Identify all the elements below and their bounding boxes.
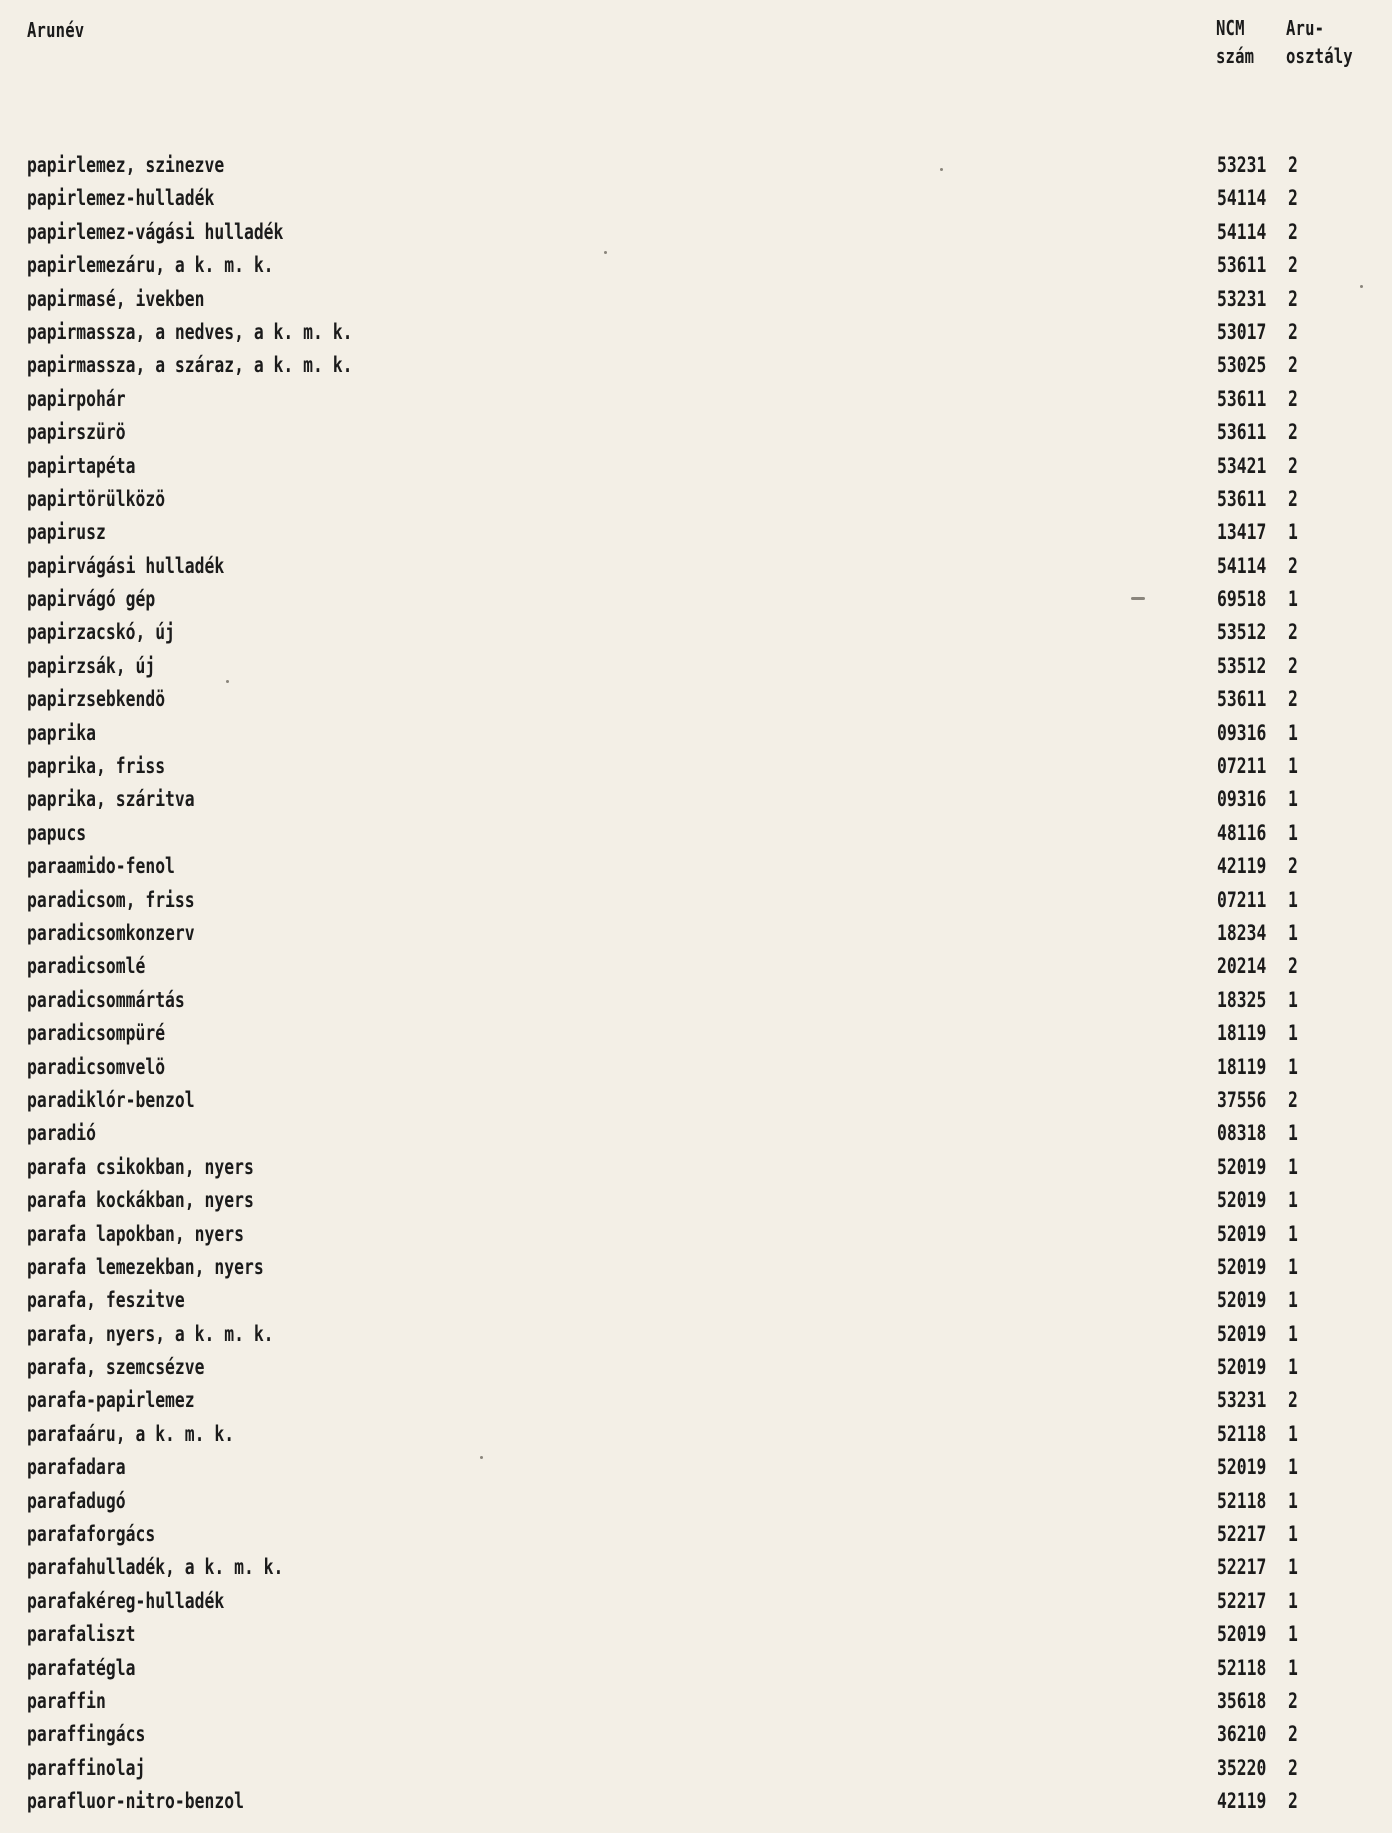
product-class: 1 bbox=[1288, 1488, 1298, 1513]
ncm-number: 54114 bbox=[1217, 219, 1267, 244]
product-class: 2 bbox=[1288, 219, 1298, 244]
ncm-number: 53017 bbox=[1217, 319, 1267, 344]
product-name: papirvágási hulladék bbox=[27, 553, 225, 578]
product-name: papucs bbox=[27, 820, 87, 845]
product-class: 2 bbox=[1288, 553, 1298, 578]
product-class: 1 bbox=[1288, 754, 1298, 779]
product-name: parafa kockákban, nyers bbox=[27, 1188, 254, 1213]
ncm-number: 53611 bbox=[1217, 687, 1267, 712]
product-name: parafa, szemcsézve bbox=[27, 1355, 205, 1380]
product-class: 1 bbox=[1288, 1655, 1298, 1680]
product-class: 2 bbox=[1288, 1388, 1298, 1413]
product-name: parafa, nyers, a k. m. k. bbox=[27, 1321, 274, 1346]
product-name: paraffinolaj bbox=[27, 1755, 146, 1780]
product-class: 2 bbox=[1288, 253, 1298, 278]
list-item bbox=[0, 850, 1392, 883]
list-item bbox=[0, 516, 1392, 549]
ncm-number: 42119 bbox=[1217, 854, 1267, 879]
product-class: 1 bbox=[1288, 720, 1298, 745]
product-name: parafakéreg-hulladék bbox=[27, 1588, 225, 1613]
product-class: 2 bbox=[1288, 620, 1298, 645]
list-item bbox=[0, 1117, 1392, 1150]
ncm-number: 35618 bbox=[1217, 1688, 1267, 1713]
product-class: 1 bbox=[1288, 1555, 1298, 1580]
list-item bbox=[0, 1017, 1392, 1050]
product-class: 2 bbox=[1288, 1688, 1298, 1713]
ncm-number: 52019 bbox=[1217, 1288, 1267, 1313]
list-item bbox=[0, 283, 1392, 316]
list-item bbox=[0, 917, 1392, 950]
ncm-number: 07211 bbox=[1217, 887, 1267, 912]
ncm-number: 54114 bbox=[1217, 186, 1267, 211]
product-name: parafa lemezekban, nyers bbox=[27, 1254, 264, 1279]
product-name: paprika bbox=[27, 720, 97, 745]
ncm-number: 53025 bbox=[1217, 353, 1267, 378]
list-item bbox=[0, 1351, 1392, 1384]
list-item bbox=[0, 316, 1392, 349]
list-item bbox=[0, 1384, 1392, 1417]
list-item bbox=[0, 616, 1392, 649]
product-name: parafa lapokban, nyers bbox=[27, 1221, 244, 1246]
product-name: parafadara bbox=[27, 1455, 126, 1480]
ncm-number: 53421 bbox=[1217, 453, 1267, 478]
ncm-number: 53512 bbox=[1217, 620, 1267, 645]
list-item bbox=[0, 583, 1392, 616]
ncm-number: 53611 bbox=[1217, 386, 1267, 411]
product-name: papirvágó gép bbox=[27, 587, 156, 612]
product-class: 1 bbox=[1288, 920, 1298, 945]
ncm-number: 53611 bbox=[1217, 253, 1267, 278]
paper-speck bbox=[604, 251, 607, 254]
product-name: papirtapéta bbox=[27, 453, 136, 478]
list-item bbox=[0, 750, 1392, 783]
product-name: papirzsák, új bbox=[27, 653, 156, 678]
list-item bbox=[0, 1284, 1392, 1317]
ncm-number: 07211 bbox=[1217, 754, 1267, 779]
ncm-number: 48116 bbox=[1217, 820, 1267, 845]
list-item bbox=[0, 483, 1392, 516]
product-class: 1 bbox=[1288, 1154, 1298, 1179]
product-name: paprika, száritva bbox=[27, 787, 195, 812]
product-class: 1 bbox=[1288, 987, 1298, 1012]
product-name: papirmassza, a száraz, a k. m. k. bbox=[27, 353, 353, 378]
list-item bbox=[0, 1652, 1392, 1685]
ncm-number: 35220 bbox=[1217, 1755, 1267, 1780]
list-item bbox=[0, 984, 1392, 1017]
product-class: 2 bbox=[1288, 153, 1298, 177]
ncm-number: 52019 bbox=[1217, 1455, 1267, 1480]
ncm-number: 13417 bbox=[1217, 520, 1267, 545]
ncm-number: 52019 bbox=[1217, 1188, 1267, 1213]
list-item bbox=[0, 1785, 1392, 1818]
ncm-number: 52019 bbox=[1217, 1154, 1267, 1179]
list-item bbox=[0, 683, 1392, 716]
product-class: 1 bbox=[1288, 787, 1298, 812]
ncm-number: 08318 bbox=[1217, 1121, 1267, 1146]
product-class: 1 bbox=[1288, 820, 1298, 845]
ncm-number: 53611 bbox=[1217, 420, 1267, 445]
product-name: paprika, friss bbox=[27, 754, 166, 779]
list-item bbox=[0, 550, 1392, 583]
ncm-number: 18234 bbox=[1217, 920, 1267, 945]
list-item bbox=[0, 1151, 1392, 1184]
ncm-number: 42119 bbox=[1217, 1789, 1267, 1814]
list-item bbox=[0, 817, 1392, 850]
product-class: 1 bbox=[1288, 1054, 1298, 1079]
ncm-number: 52118 bbox=[1217, 1488, 1267, 1513]
list-item bbox=[0, 1752, 1392, 1785]
ncm-number: 69518 bbox=[1217, 587, 1267, 612]
product-class: 1 bbox=[1288, 1288, 1298, 1313]
list-item bbox=[0, 717, 1392, 750]
ncm-number: 52118 bbox=[1217, 1655, 1267, 1680]
product-list bbox=[0, 149, 1392, 1819]
list-item bbox=[0, 1551, 1392, 1584]
product-name: paradicsompüré bbox=[27, 1021, 166, 1046]
ncm-number: 18119 bbox=[1217, 1054, 1267, 1079]
list-item bbox=[0, 1218, 1392, 1251]
product-name: paraffin bbox=[27, 1688, 106, 1713]
product-name: paraffingács bbox=[27, 1722, 146, 1747]
product-name: paradicsommártás bbox=[27, 987, 185, 1012]
product-name: parafaforgács bbox=[27, 1522, 156, 1547]
list-item bbox=[0, 450, 1392, 483]
list-item bbox=[0, 349, 1392, 382]
product-name: papirmasé, ivekben bbox=[27, 286, 205, 311]
ncm-number: 53512 bbox=[1217, 653, 1267, 678]
ncm-number: 54114 bbox=[1217, 553, 1267, 578]
paper-speck bbox=[480, 1456, 483, 1459]
product-class: 2 bbox=[1288, 954, 1298, 979]
product-name: paradicsomlé bbox=[27, 954, 146, 979]
product-class: 1 bbox=[1288, 587, 1298, 612]
ncm-number: 53231 bbox=[1217, 153, 1267, 177]
paper-speck bbox=[1360, 285, 1363, 288]
column-header-class-line1: Aru- bbox=[1286, 16, 1325, 40]
list-item bbox=[0, 149, 1392, 182]
ncm-number: 52019 bbox=[1217, 1321, 1267, 1346]
ncm-number: 52019 bbox=[1217, 1355, 1267, 1380]
product-class: 1 bbox=[1288, 1121, 1298, 1146]
product-class: 2 bbox=[1288, 486, 1298, 511]
product-class: 1 bbox=[1288, 1254, 1298, 1279]
column-header-ncm-line1: NCM bbox=[1216, 16, 1245, 40]
product-class: 2 bbox=[1288, 1755, 1298, 1780]
product-class: 1 bbox=[1288, 1622, 1298, 1647]
product-name: paraamido-fenol bbox=[27, 854, 175, 879]
product-name: papirlemez, szinezve bbox=[27, 153, 225, 177]
paper-speck bbox=[1131, 597, 1145, 600]
ncm-number: 18119 bbox=[1217, 1021, 1267, 1046]
product-class: 2 bbox=[1288, 1722, 1298, 1747]
product-class: 1 bbox=[1288, 887, 1298, 912]
product-name: parafa-papirlemez bbox=[27, 1388, 195, 1413]
product-name: paradicsomvelö bbox=[27, 1054, 166, 1079]
product-class: 2 bbox=[1288, 353, 1298, 378]
list-item bbox=[0, 1451, 1392, 1484]
product-name: papirzacskó, új bbox=[27, 620, 175, 645]
list-item bbox=[0, 783, 1392, 816]
product-name: paradió bbox=[27, 1121, 97, 1146]
product-name: parafa, feszitve bbox=[27, 1288, 185, 1313]
product-name: parafaliszt bbox=[27, 1622, 136, 1647]
product-class: 1 bbox=[1288, 1021, 1298, 1046]
list-item bbox=[0, 1184, 1392, 1217]
product-name: parafahulladék, a k. m. k. bbox=[27, 1555, 284, 1580]
list-item bbox=[0, 416, 1392, 449]
product-class: 2 bbox=[1288, 1087, 1298, 1112]
product-class: 2 bbox=[1288, 386, 1298, 411]
product-name: parafaáru, a k. m. k. bbox=[27, 1421, 235, 1446]
product-name: papirszürö bbox=[27, 420, 126, 445]
product-name: papirlemez-hulladék bbox=[27, 186, 215, 211]
ncm-number: 52217 bbox=[1217, 1588, 1267, 1613]
ncm-number: 09316 bbox=[1217, 787, 1267, 812]
product-class: 1 bbox=[1288, 1522, 1298, 1547]
product-name: papirlemez-vágási hulladék bbox=[27, 219, 284, 244]
column-header-ncm-line2: szám bbox=[1216, 44, 1255, 68]
list-item bbox=[0, 1318, 1392, 1351]
list-item bbox=[0, 383, 1392, 416]
product-name: papirusz bbox=[27, 520, 106, 545]
paper-speck bbox=[226, 680, 229, 683]
list-item bbox=[0, 1518, 1392, 1551]
product-class: 1 bbox=[1288, 1188, 1298, 1213]
ncm-number: 53611 bbox=[1217, 486, 1267, 511]
product-class: 1 bbox=[1288, 1321, 1298, 1346]
product-class: 1 bbox=[1288, 520, 1298, 545]
ncm-number: 52019 bbox=[1217, 1221, 1267, 1246]
ncm-number: 09316 bbox=[1217, 720, 1267, 745]
list-item bbox=[0, 1718, 1392, 1751]
product-class: 2 bbox=[1288, 854, 1298, 879]
product-class: 2 bbox=[1288, 653, 1298, 678]
ncm-number: 37556 bbox=[1217, 1087, 1267, 1112]
list-item bbox=[0, 1251, 1392, 1284]
paper-speck bbox=[940, 168, 943, 171]
product-name: paradicsom, friss bbox=[27, 887, 195, 912]
ncm-number: 52019 bbox=[1217, 1254, 1267, 1279]
product-class: 2 bbox=[1288, 687, 1298, 712]
ncm-number: 52118 bbox=[1217, 1421, 1267, 1446]
product-class: 2 bbox=[1288, 319, 1298, 344]
list-item bbox=[0, 650, 1392, 683]
list-item bbox=[0, 1418, 1392, 1451]
product-class: 1 bbox=[1288, 1221, 1298, 1246]
column-header-product-name: Arunév bbox=[27, 18, 85, 42]
product-class: 2 bbox=[1288, 1789, 1298, 1814]
product-name: paradicsomkonzerv bbox=[27, 920, 195, 945]
column-header-class-line2: osztály bbox=[1286, 44, 1353, 68]
ncm-number: 53231 bbox=[1217, 286, 1267, 311]
product-class: 1 bbox=[1288, 1355, 1298, 1380]
product-name: parafluor-nitro-benzol bbox=[27, 1789, 244, 1814]
ncm-number: 52217 bbox=[1217, 1555, 1267, 1580]
list-item bbox=[0, 216, 1392, 249]
product-class: 1 bbox=[1288, 1421, 1298, 1446]
list-item bbox=[0, 1485, 1392, 1518]
product-class: 2 bbox=[1288, 186, 1298, 211]
ncm-number: 36210 bbox=[1217, 1722, 1267, 1747]
product-class: 2 bbox=[1288, 286, 1298, 311]
ncm-number: 52217 bbox=[1217, 1522, 1267, 1547]
product-class: 1 bbox=[1288, 1588, 1298, 1613]
product-name: parafa csikokban, nyers bbox=[27, 1154, 254, 1179]
ncm-number: 52019 bbox=[1217, 1622, 1267, 1647]
product-name: parafadugó bbox=[27, 1488, 126, 1513]
column-header-product-class bbox=[1286, 14, 1353, 70]
list-item bbox=[0, 249, 1392, 282]
product-class: 2 bbox=[1288, 453, 1298, 478]
product-class: 1 bbox=[1288, 1455, 1298, 1480]
product-name: parafatégla bbox=[27, 1655, 136, 1680]
list-item bbox=[0, 1618, 1392, 1651]
ncm-number: 20214 bbox=[1217, 954, 1267, 979]
product-name: papirmassza, a nedves, a k. m. k. bbox=[27, 319, 353, 344]
product-name: papirpohár bbox=[27, 386, 126, 411]
product-name: papirlemezáru, a k. m. k. bbox=[27, 253, 274, 278]
column-header-ncm-number bbox=[1216, 14, 1254, 70]
list-item bbox=[0, 1084, 1392, 1117]
product-name: papirzsebkendö bbox=[27, 687, 166, 712]
ncm-number: 18325 bbox=[1217, 987, 1267, 1012]
list-item bbox=[0, 182, 1392, 215]
list-item bbox=[0, 950, 1392, 983]
product-name: papirtörülközö bbox=[27, 486, 166, 511]
list-item bbox=[0, 884, 1392, 917]
product-name: paradiklór-benzol bbox=[27, 1087, 195, 1112]
list-item bbox=[0, 1685, 1392, 1718]
ncm-number: 53231 bbox=[1217, 1388, 1267, 1413]
product-class: 2 bbox=[1288, 420, 1298, 445]
list-item bbox=[0, 1051, 1392, 1084]
list-item bbox=[0, 1585, 1392, 1618]
